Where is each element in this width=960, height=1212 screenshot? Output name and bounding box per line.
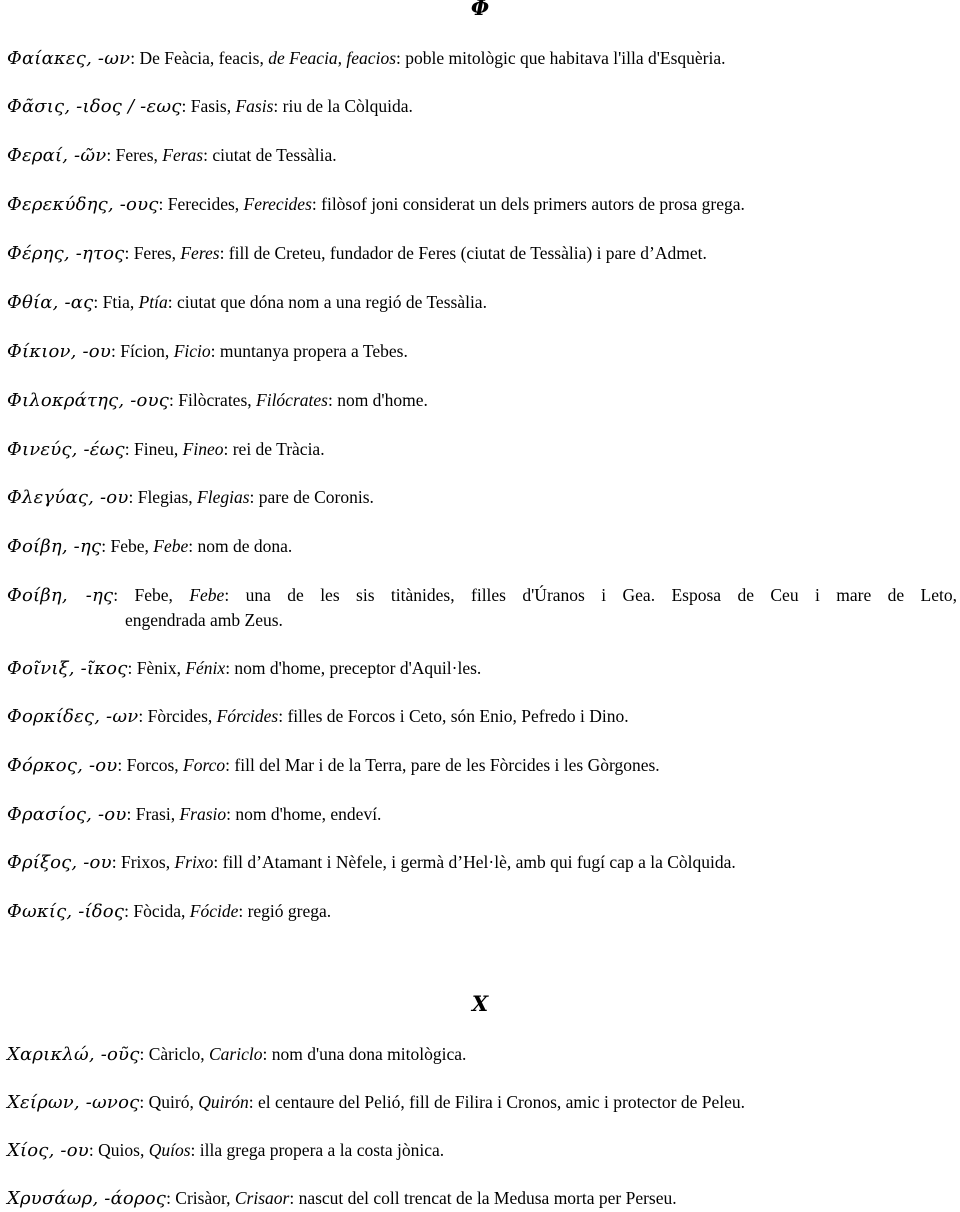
greek-headword: Φρασίος, -ου [7,804,127,825]
greek-headword: Φορκίδες, -ων [7,706,139,727]
spanish-name: Ptía [138,292,168,312]
catalan-name: : Fènix, [127,658,186,678]
spanish-name: Cariclo [209,1044,263,1064]
greek-headword: Φλεγύας, -ου [7,487,129,508]
entry-pheres [7,241,957,266]
definition: : illa grega propera a la costa jònica. [190,1140,445,1160]
greek-headword: Χίος, -ου [7,1140,89,1161]
spanish-name: Fórcides [216,706,279,726]
catalan-name: : Frixos, [111,852,175,872]
definition: : nom d'una dona mitològica. [262,1044,467,1064]
entry-phoibe-1 [7,534,957,559]
entry-pherekydes [7,192,957,217]
definition: : filòsof joni considerat un dels primers autors de prosa grega. [311,194,745,214]
catalan-name: : Fasis, [181,96,236,116]
definition: : fill d’Atamant i Nèfele, i germà d’Hel·lè, amb qui fugí cap a la Còlquida. [213,852,736,872]
definition: : muntanya propera a Tebes. [210,341,408,361]
entry-first-line [7,583,957,608]
definition: : el centaure del Pelió, fill de Filira i Cronos, amic i protector de Peleu. [248,1092,745,1112]
definition: : poble mitològic que habitava l'illa d'Esquèria. [396,48,726,68]
catalan-name: : Fícion, [110,341,174,361]
greek-headword: Φοίβη, -ης [7,585,114,606]
catalan-name: : Feres, [106,145,163,165]
spanish-name: Febe [189,585,225,605]
greek-headword: Φοῖνιξ, -ῖκος [7,658,128,679]
greek-headword: Φρίξος, -ου [7,852,112,873]
greek-headword: Φαίακες, -ων [7,48,131,69]
spanish-name: Febe [153,536,189,556]
spanish-name: Fineo [182,439,224,459]
catalan-name: : Febe, [113,585,190,605]
entry-phoinix [7,656,957,681]
definition: : riu de la Còlquida. [273,96,413,116]
definition: : pare de Coronis. [249,487,374,507]
greek-headword: Φινεύς, -έως [7,439,125,460]
catalan-name: : De Feàcia, feacis, [130,48,269,68]
spanish-name: de Feacia, feacios [268,48,397,68]
entry-phthia [7,290,957,315]
catalan-name: : Forcos, [117,755,184,775]
greek-headword: Φεραί, -ῶν [7,145,107,166]
definition: : filles de Forcos i Ceto, són Enio, Pefredo i Dino. [278,706,629,726]
definition: : fill del Mar i de la Terra, pare de les Fòrcides i les Gòrgones. [225,755,660,775]
entry-phlegyas [7,485,957,510]
entry-phokis [7,899,957,924]
spanish-name: Flegias [197,487,250,507]
catalan-name: : Ftia, [93,292,139,312]
greek-headword: Φίκιον, -ου [7,341,111,362]
catalan-name: : Quiró, [139,1092,199,1112]
entry-phorkides [7,704,957,729]
spanish-name: Quíos [148,1140,191,1160]
spanish-name: Forco [183,755,226,775]
greek-headword: Χαρικλώ, -οῦς [7,1044,140,1065]
definition: : ciutat que dóna nom a una regió de Tessàlia. [167,292,487,312]
definition: : fill de Creteu, fundador de Feres (ciutat de Tessàlia) i pare d’Admet. [219,243,707,263]
definition: : nom de dona. [188,536,293,556]
catalan-name: : Fòcida, [124,901,190,921]
spanish-name: Fénix [185,658,226,678]
entry-chariklo [7,1042,957,1067]
section-heading-phi: Φ [470,0,490,20]
definition: : rei de Tràcia. [223,439,325,459]
greek-headword: Φθία, -ας [7,292,94,313]
entry-phineus [7,437,957,462]
entry-phrixos [7,850,957,875]
entry-pherai [7,143,957,168]
definition-continuation: engendrada amb Zeus. [125,610,283,630]
greek-headword: Φερεκύδης, -ους [7,194,159,215]
spanish-name: Crisaor [234,1188,290,1208]
catalan-name: : Filòcrates, [169,390,257,410]
greek-headword: Φιλοκράτης, -ους [7,390,170,411]
definition: : una de les sis titànides, filles d'Úranos i Gea. Esposa de Ceu i mare de Leto, [224,585,957,605]
catalan-name: : Flegias, [128,487,198,507]
spanish-name: Quirón [198,1092,249,1112]
entry-chios [7,1138,957,1163]
entry-phikion [7,339,957,364]
catalan-name: : Febe, [101,536,154,556]
entry-phorkos [7,753,957,778]
spanish-name: Feres [180,243,220,263]
spanish-name: Feras [162,145,204,165]
greek-headword: Φωκίς, -ίδος [7,901,125,922]
spanish-name: Fasis [235,96,274,116]
definition: : ciutat de Tessàlia. [203,145,337,165]
spanish-name: Filócrates [256,390,328,410]
greek-headword: Φᾶσις, -ιδος / -εως [7,96,182,117]
definition: : regió grega. [238,901,332,921]
catalan-name: : Fineu, [124,439,183,459]
greek-headword: Φέρης, -ητος [7,243,125,264]
entry-phasis [7,94,957,119]
entry-phrasios [7,802,957,827]
definition: : nascut del coll trencat de la Medusa morta per Perseu. [289,1188,677,1208]
catalan-name: : Feres, [124,243,181,263]
section-heading-chi: X [471,991,489,1016]
greek-headword: Χείρων, -ωνος [7,1092,140,1113]
entry-phoibe-2 [7,583,957,632]
greek-headword: Χρυσάωρ, -άορος [7,1188,167,1209]
greek-headword: Φοίβη, -ης [7,536,102,557]
catalan-name: : Quios, [88,1140,149,1160]
catalan-name: : Crisàor, [166,1188,235,1208]
catalan-name: : Fòrcides, [138,706,217,726]
entry-phaiakes [7,46,957,71]
entry-chrysaor [7,1186,957,1211]
spanish-name: Frixo [174,852,214,872]
definition: : nom d'home, endeví. [226,804,382,824]
definition: : nom d'home, preceptor d'Aquil·les. [225,658,482,678]
entry-philokrates [7,388,957,413]
catalan-name: : Càriclo, [139,1044,209,1064]
entry-cheiron [7,1090,957,1115]
spanish-name: Ferecides [243,194,312,214]
spanish-name: Frasio [179,804,227,824]
greek-headword: Φόρκος, -ου [7,755,118,776]
spanish-name: Ficio [173,341,211,361]
catalan-name: : Ferecides, [158,194,244,214]
catalan-name: : Frasi, [126,804,180,824]
spanish-name: Fócide [189,901,239,921]
definition: : nom d'home. [327,390,428,410]
